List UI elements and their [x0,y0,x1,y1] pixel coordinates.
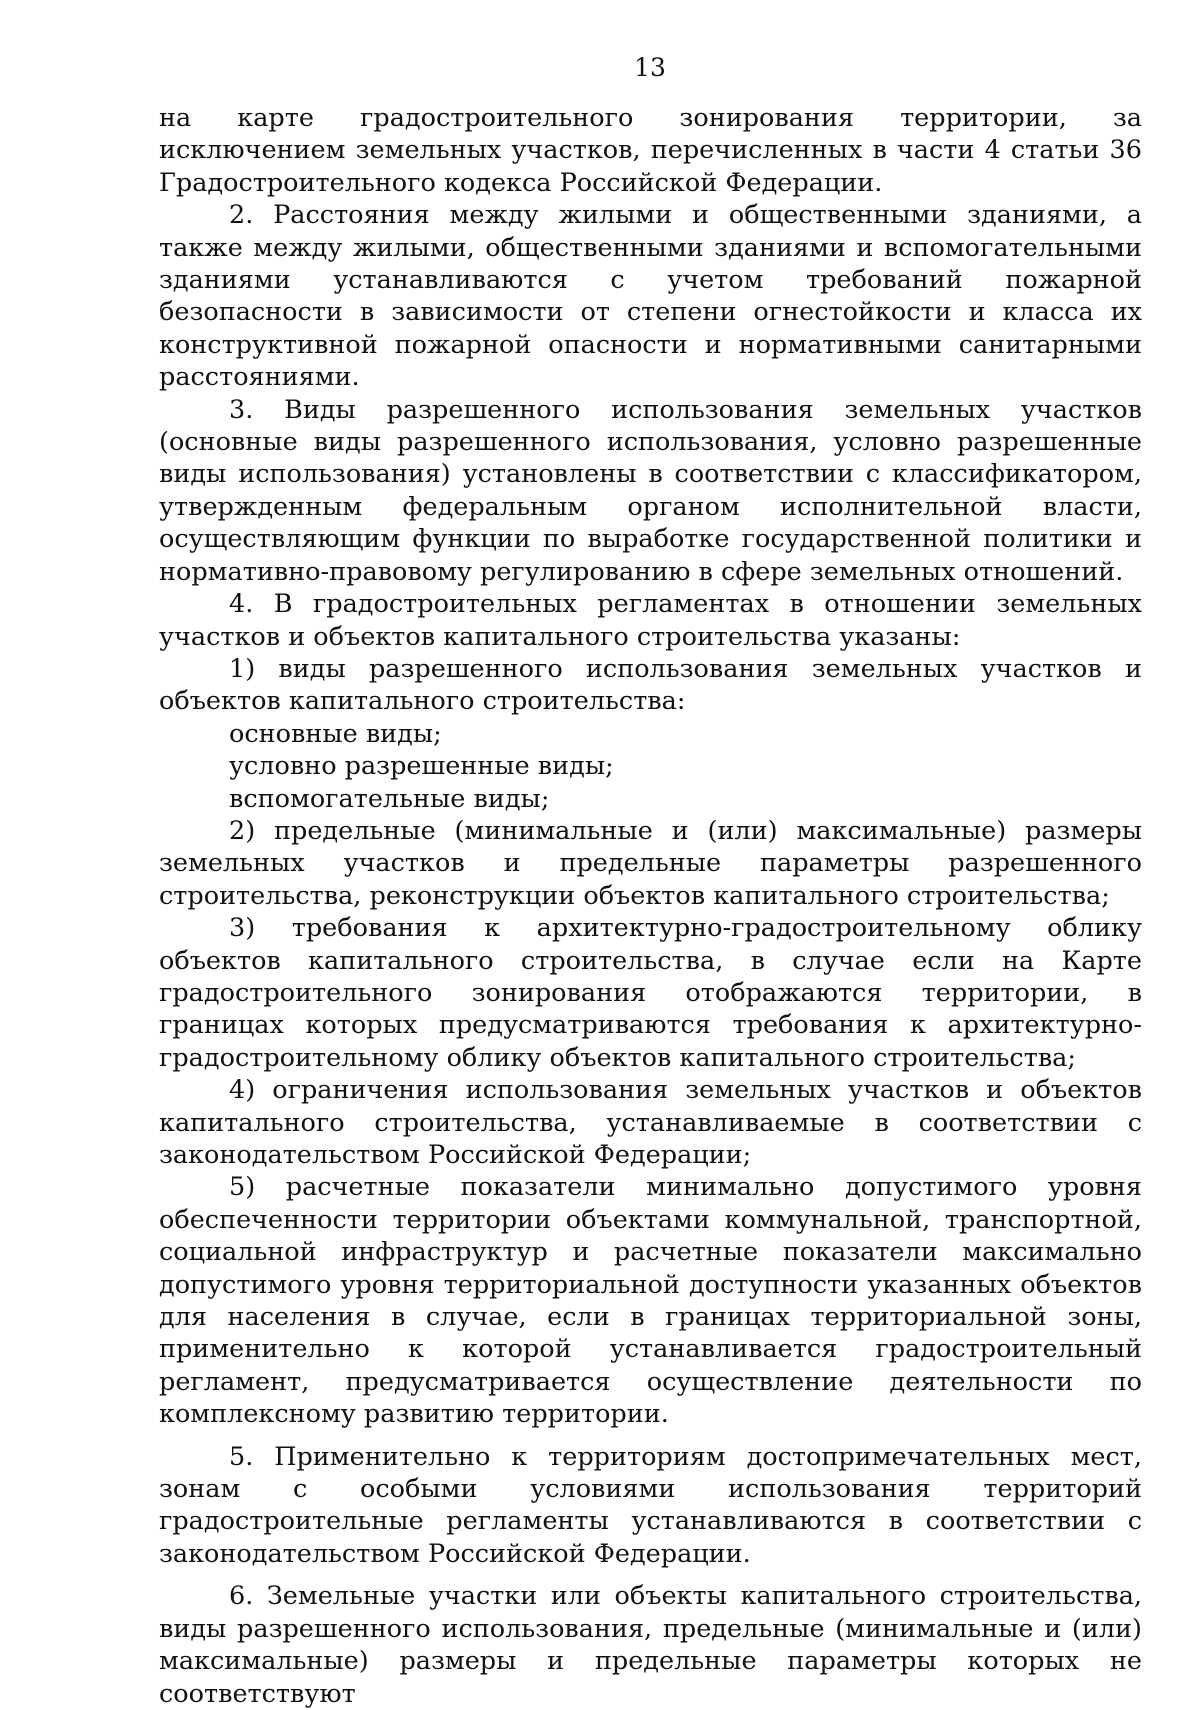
document-body [159,102,1142,1710]
paragraph-continuation: на карте градостроительного зонирования территории, за исключением земельных участков, перечисленных в части 4 статьи 36 Градостроительного кодекса Российской Федерации. [159,103,1142,198]
list-item-1: 1) виды разрешенного использования земельных участков и объектов капитального строительства: [159,653,1142,717]
list-item-4: 4) ограничения использования земельных участков и объектов капитального строительства, устанавливаемые в соответствии с законодательством Российской Федерации; [159,1075,1142,1170]
list-subitem-main: основные виды; [229,718,442,749]
paragraph-4: 4. В градостроительных регламентах в отношении земельных участков и объектов капитального строительства указаны: [159,589,1142,652]
paragraph-5: 5. Применительно к территориям достопримечательных мест, зонам с особыми условиями использования территорий градостроительные регламенты устанавливаются в соответствии с законодательством Российской Федерации. [159,1441,1142,1569]
paragraph-3: 3. Виды разрешенного использования земельных участков (основные виды разрешенного использования, условно разрешенные виды использования) установлены в соответствии с классификатором, утвержденным федеральным органом исполнительной власти, осуществляющим функции по выработке государственной политики и нормативно-правовому регулированию в сфере земельных отношений. [159,394,1142,587]
list-item-3: 3) требования к архитектурно-градостроительному облику объектов капитального строительства, в случае если на Карте градостроительного зонирования отображаются территории, в границах которых предусматриваются требования к архитектурно-градостроительному облику объектов капитального строительства; [159,913,1142,1073]
list-subitem-auxiliary: вспомогательные виды; [229,783,550,814]
paragraph-6: 6. Земельные участки или объекты капитального строительства, виды разрешенного использования, предельные (минимальные и (или) максимальные) размеры и предельные параметры которых не соответствуют [159,1581,1142,1709]
paragraph-2: 2. Расстояния между жилыми и общественными зданиями, а также между жилыми, общественными зданиями и вспомогательными зданиями устанавливаются с учетом требований пожарной безопасности в зависимости от степени огнестойкости и класса их конструктивной пожарной опасности и нормативными санитарными расстояниями. [159,200,1142,393]
page-number: 13 [634,53,666,82]
list-subitem-conditional: условно разрешенные виды; [229,751,614,782]
list-item-2: 2) предельные (минимальные и (или) максимальные) размеры земельных участков и предельные параметры разрешенного строительства, реконструкции объектов капитального строительства; [159,815,1142,911]
list-item-5: 5) расчетные показатели минимально допустимого уровня обеспеченности территории объектами коммунальной, транспортной, социальной инфраструктур и расчетные показатели максимально допустимого уровня территориальной доступности указанных объектов для населения в случае, если в границах территориальной зоны, применительно к которой устанавливается градостроительный регламент, предусматривается осуществление деятельности по комплексному развитию территории. [159,1172,1142,1430]
